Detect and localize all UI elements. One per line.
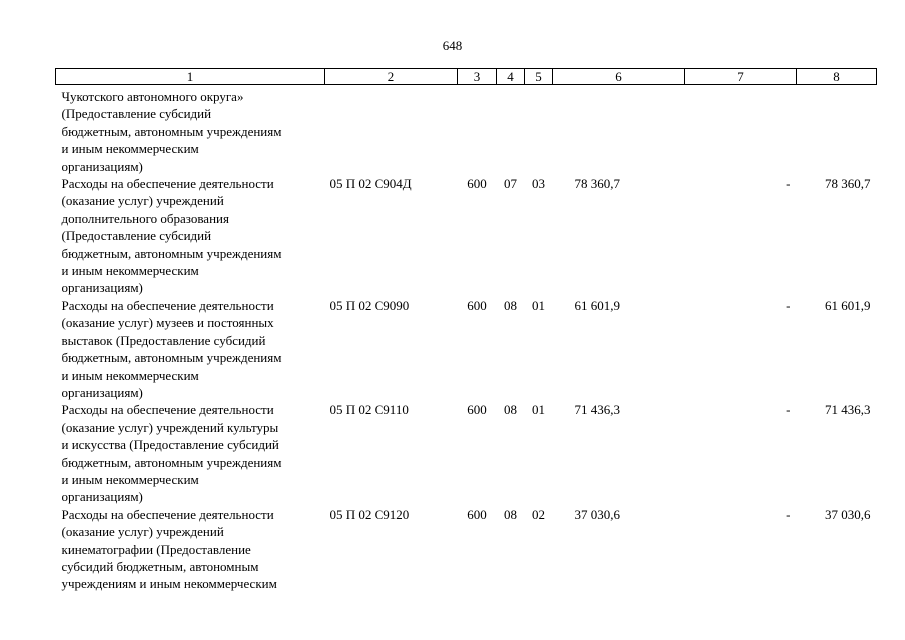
table-body (56, 85, 877, 593)
description-line: субсидий бюджетным, автономным (61, 558, 259, 574)
row-col4: 08 (504, 402, 517, 418)
description-line: Расходы на обеспечение деятельности (61, 402, 274, 418)
table-header-row (56, 69, 877, 85)
description-line: бюджетным, автономным учреждениям (61, 454, 282, 470)
description-line: бюджетным, автономным учреждениям (61, 245, 282, 261)
row-col7: - (786, 176, 791, 192)
column-header: 8 (797, 69, 877, 85)
row-col6 (553, 85, 685, 176)
row-col6: 78 360,7 (574, 176, 620, 192)
row-code (325, 85, 458, 176)
row-description (56, 297, 325, 401)
column-header: 3 (458, 69, 497, 85)
row-code: 05 П 02 С9090 (329, 297, 410, 313)
row-description (56, 506, 325, 593)
description-line: и иным некоммерческим (61, 367, 199, 383)
row-col4: 08 (504, 297, 517, 313)
description-line: и искусства (Предоставление субсидий (61, 437, 279, 453)
row-col5: 03 (532, 176, 545, 192)
row-description (56, 401, 325, 505)
row-col3 (458, 85, 497, 176)
table-row (56, 175, 877, 297)
row-description (56, 175, 325, 297)
description-line: Расходы на обеспечение деятельности (61, 506, 274, 522)
description-line: (оказание услуг) учреждений (61, 524, 224, 540)
description-line: (Предоставление субсидий (61, 228, 212, 244)
description-line: организациям) (61, 158, 143, 174)
row-col4 (497, 85, 525, 176)
row-col3: 600 (467, 297, 487, 313)
description-line: бюджетным, автономным учреждениям (61, 123, 282, 139)
row-code: 05 П 02 С9120 (329, 506, 410, 522)
description-line: (Предоставление субсидий (61, 106, 212, 122)
description-line: (оказание услуг) музеев и постоянных (61, 315, 274, 331)
row-col5: 02 (532, 506, 545, 522)
row-col7 (685, 85, 797, 176)
column-header: 2 (325, 69, 458, 85)
table-header (56, 69, 877, 85)
table-row (56, 297, 877, 401)
row-col8: 71 436,3 (825, 402, 871, 418)
table-row (56, 401, 877, 505)
row-col6: 71 436,3 (574, 402, 620, 418)
row-col4: 08 (504, 506, 517, 522)
description-line: Расходы на обеспечение деятельности (61, 176, 274, 192)
row-col3: 600 (467, 176, 487, 192)
description-line: (оказание услуг) учреждений (61, 193, 224, 209)
row-col8: 37 030,6 (825, 506, 871, 522)
description-line: дополнительного образования (61, 210, 229, 226)
row-description (56, 85, 325, 176)
table-row (56, 506, 877, 593)
page-number: 648 (442, 38, 463, 53)
row-col5: 01 (532, 297, 545, 313)
row-col7: - (786, 297, 791, 313)
row-col7: - (786, 402, 791, 418)
row-code: 05 П 02 С9110 (329, 402, 409, 418)
description-line: и иным некоммерческим (61, 471, 199, 487)
column-header: 1 (56, 69, 325, 85)
column-header: 4 (497, 69, 525, 85)
row-col3: 600 (467, 402, 487, 418)
description-line: организациям) (61, 384, 143, 400)
row-col3: 600 (467, 506, 487, 522)
description-line: и иным некоммерческим (61, 141, 199, 157)
description-line: выставок (Предоставление субсидий (61, 332, 266, 348)
description-line: кинематографии (Предоставление (61, 541, 251, 557)
row-col5 (525, 85, 553, 176)
column-header: 7 (685, 69, 797, 85)
row-col8: 78 360,7 (825, 176, 871, 192)
column-header: 5 (525, 69, 553, 85)
description-line: учреждениям и иным некоммерческим (61, 576, 277, 592)
row-code: 05 П 02 С904Д (329, 176, 412, 192)
description-line: Чукотского автономного округа» (61, 89, 244, 104)
description-line: бюджетным, автономным учреждениям (61, 350, 282, 366)
description-line: и иным некоммерческим (61, 263, 199, 279)
row-col8: 61 601,9 (825, 297, 871, 313)
row-col6: 61 601,9 (574, 297, 620, 313)
row-col6: 37 030,6 (574, 506, 620, 522)
column-header: 6 (553, 69, 685, 85)
description-line: (оказание услуг) учреждений культуры (61, 419, 279, 435)
row-col7: - (786, 506, 791, 522)
row-col8 (797, 85, 877, 176)
row-col4: 07 (504, 176, 517, 192)
description-line: Расходы на обеспечение деятельности (61, 297, 274, 313)
budget-table (55, 68, 877, 593)
description-line: организациям) (61, 489, 143, 505)
table-row (56, 85, 877, 176)
description-line: организациям) (61, 280, 143, 296)
row-col5: 01 (532, 402, 545, 418)
